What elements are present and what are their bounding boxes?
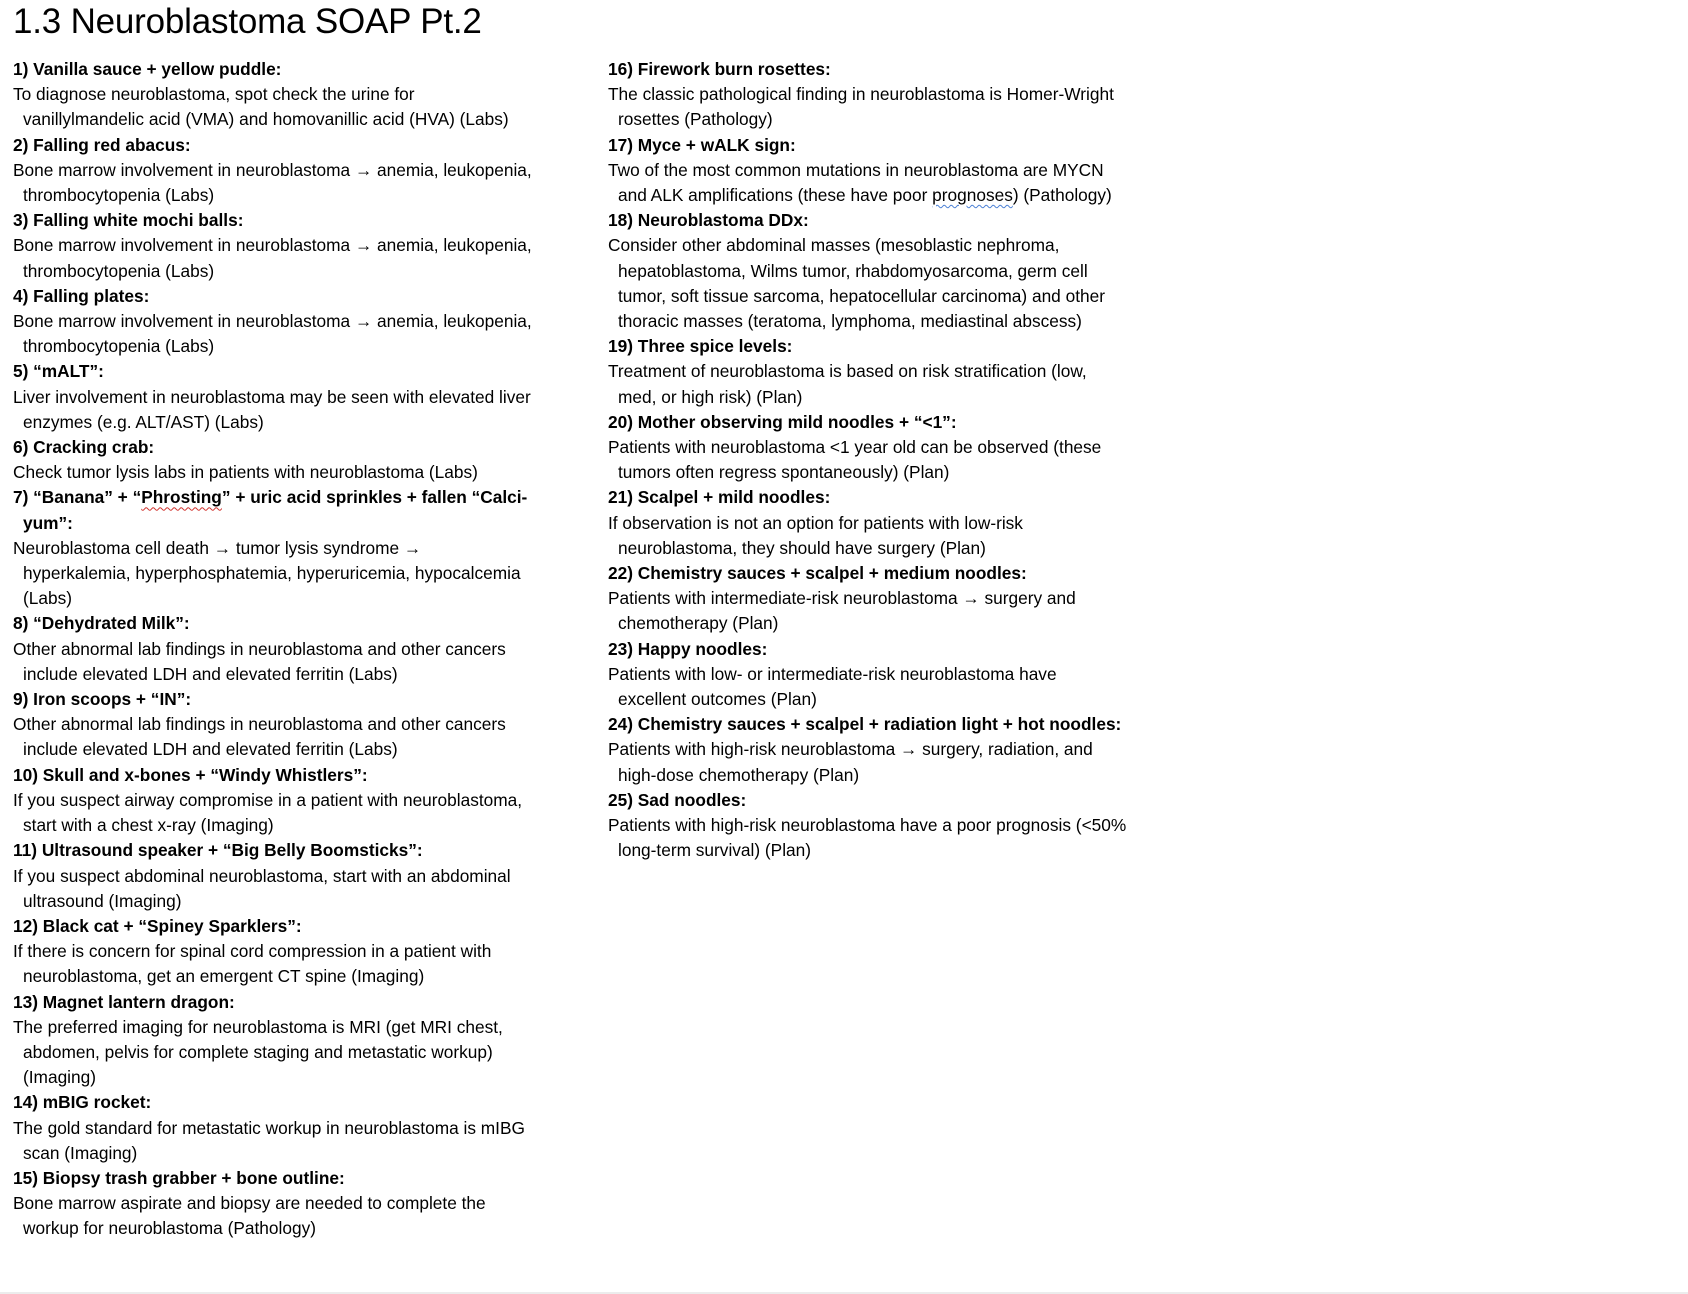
note-body: Check tumor lysis labs in patients with neuroblastoma (Labs) — [13, 462, 478, 483]
note-entry — [13, 435, 533, 485]
note-heading: 9) Iron scoops + “IN”: — [13, 689, 192, 710]
note-body: If there is concern for spinal cord compression in a patient with neuroblastoma, get an emergent CT spine (Imaging) — [13, 941, 492, 987]
spellcheck-flagged-word: Phrosting — [141, 487, 222, 508]
note-body: Bone marrow involvement in neuroblastoma → anemia, leukopenia, thrombocytopenia (Labs) — [13, 159, 532, 206]
note-body: Bone marrow involvement in neuroblastoma → anemia, leukopenia, thrombocytopenia (Labs) — [13, 235, 532, 281]
note-heading: 4) Falling plates: — [13, 285, 150, 306]
note-heading: 25) Sad noodles: — [608, 789, 747, 810]
note-heading: 2) Falling red abacus: — [13, 134, 191, 155]
note-heading: 8) “Dehydrated Milk”: — [13, 613, 190, 634]
note-body — [608, 158, 1128, 208]
note-entry — [13, 57, 533, 133]
note-body: Consider other abdominal masses (mesoblastic nephroma, hepatoblastoma, Wilms tumor, rhabdomyosarcoma, germ cell tumor, soft tissue sarcoma, hepatocellular carcinoma) and other thoracic masses (teratoma, lymphoma, mediastinal abscess) — [608, 235, 1105, 332]
right-column — [608, 57, 1128, 864]
note-entry — [13, 1166, 533, 1242]
note-heading: 17) Myce + wALK sign: — [608, 134, 796, 155]
note-entry — [608, 561, 1128, 637]
note-heading: 19) Three spice levels: — [608, 336, 793, 357]
note-body: Other abnormal lab findings in neuroblastoma and other cancers include elevated LDH and elevated ferritin (Labs) — [13, 714, 506, 760]
note-heading: 1) Vanilla sauce + yellow puddle: — [13, 59, 282, 79]
note-heading: 14) mBIG rocket: — [13, 1092, 152, 1113]
note-heading — [13, 485, 533, 535]
note-heading: 24) Chemistry sauces + scalpel + radiation light + hot noodles: — [608, 714, 1122, 735]
note-heading: 13) Magnet lantern dragon: — [13, 991, 235, 1012]
note-body: Patients with low- or intermediate-risk neuroblastoma have excellent outcomes (Plan) — [608, 663, 1057, 710]
note-entry — [608, 410, 1128, 486]
note-entry — [608, 208, 1128, 334]
note-heading: 6) Cracking crab: — [13, 437, 155, 458]
note-body: The classic pathological finding in neuroblastoma is Homer-Wright rosettes (Pathology) — [608, 84, 1114, 130]
note-body: The gold standard for metastatic workup in neuroblastoma is mIBG scan (Imaging) — [13, 1117, 525, 1163]
note-entry — [13, 611, 533, 687]
note-body: Treatment of neuroblastoma is based on risk stratification (low, med, or high risk) (Plan) — [608, 361, 1087, 407]
note-heading: 11) Ultrasound speaker + “Big Belly Boomsticks”: — [13, 840, 423, 861]
note-body: Bone marrow involvement in neuroblastoma → anemia, leukopenia, thrombocytopenia (Labs) — [13, 311, 532, 357]
note-heading-part: 7) “Banana” + “ — [13, 487, 142, 508]
note-body: Liver involvement in neuroblastoma may be seen with elevated liver enzymes (e.g. ALT/AST) (Labs) — [13, 386, 531, 432]
note-entry — [13, 1090, 533, 1166]
note-entry — [13, 914, 533, 990]
note-heading: 22) Chemistry sauces + scalpel + medium noodles: — [608, 563, 1027, 584]
note-entry — [13, 284, 533, 360]
note-heading: 20) Mother observing mild noodles + “<1”: — [608, 411, 957, 432]
note-entry — [13, 687, 533, 763]
note-body: To diagnose neuroblastoma, spot check the urine for vanillylmandelic acid (VMA) and homovanillic acid (HVA) (Labs) — [13, 84, 509, 130]
note-heading: 18) Neuroblastoma DDx: — [608, 210, 809, 231]
note-body-part: ) (Pathology) — [1012, 185, 1112, 206]
note-heading: 3) Falling white mochi balls: — [13, 210, 244, 231]
note-body: The preferred imaging for neuroblastoma is MRI (get MRI chest, abdomen, pelvis for complete staging and metastatic workup) (Imaging) — [13, 1016, 503, 1088]
note-heading-part: ” + uric acid sprinkles + fallen “Calci-yum”: — [23, 487, 528, 533]
note-heading: 12) Black cat + “Spiney Sparklers”: — [13, 915, 302, 936]
note-heading: 15) Biopsy trash grabber + bone outline: — [13, 1167, 345, 1188]
note-entry — [13, 990, 533, 1091]
note-body: Patients with high-risk neuroblastoma → surgery, radiation, and high-dose chemotherapy (Plan) — [608, 739, 1093, 785]
note-body: If you suspect abdominal neuroblastoma, start with an abdominal ultrasound (Imaging) — [13, 865, 511, 911]
note-entry — [608, 334, 1128, 410]
note-body: Patients with neuroblastoma <1 year old can be observed (these tumors often regress spontaneously) (Plan) — [608, 437, 1102, 483]
note-entry — [13, 359, 533, 435]
note-entry — [608, 637, 1128, 713]
left-column — [13, 57, 533, 1242]
note-heading: 21) Scalpel + mild noodles: — [608, 487, 831, 508]
note-entry — [608, 133, 1128, 209]
note-body: Neuroblastoma cell death → tumor lysis syndrome → hyperkalemia, hyperphosphatemia, hyperuricemia, hypocalcemia (Labs) — [13, 537, 521, 609]
note-heading: 23) Happy noodles: — [608, 638, 768, 659]
note-heading: 10) Skull and x-bones + “Windy Whistlers”: — [13, 764, 368, 785]
note-entry — [13, 208, 533, 284]
note-entry — [608, 712, 1128, 788]
note-body: Bone marrow aspirate and biopsy are needed to complete the workup for neuroblastoma (Pathology) — [13, 1193, 486, 1239]
page-title: 1.3 Neuroblastoma SOAP Pt.2 — [13, 2, 482, 41]
note-entry — [13, 485, 533, 611]
note-body: Patients with high-risk neuroblastoma have a poor prognosis (<50% long-term survival) (Plan) — [608, 815, 1127, 861]
note-body: Patients with intermediate-risk neuroblastoma → surgery and chemotherapy (Plan) — [608, 588, 1076, 634]
note-body-part: Two of the most common mutations in neuroblastoma are MYCN and ALK amplifications (these have poor — [608, 159, 1104, 206]
note-entry — [608, 485, 1128, 561]
note-entry — [13, 763, 533, 839]
spellcheck-flagged-word: prognoses — [932, 185, 1013, 206]
note-entry — [13, 133, 533, 209]
note-body: Other abnormal lab findings in neuroblastoma and other cancers include elevated LDH and elevated ferritin (Labs) — [13, 638, 506, 684]
note-entry — [608, 57, 1128, 133]
note-body: If observation is not an option for patients with low-risk neuroblastoma, they should have surgery (Plan) — [608, 512, 1023, 558]
note-entry — [13, 838, 533, 914]
note-heading: 5) “mALT”: — [13, 361, 104, 382]
note-body: If you suspect airway compromise in a patient with neuroblastoma, start with a chest x-ray (Imaging) — [13, 789, 523, 836]
note-heading: 16) Firework burn rosettes: — [608, 59, 831, 79]
note-entry — [608, 788, 1128, 864]
